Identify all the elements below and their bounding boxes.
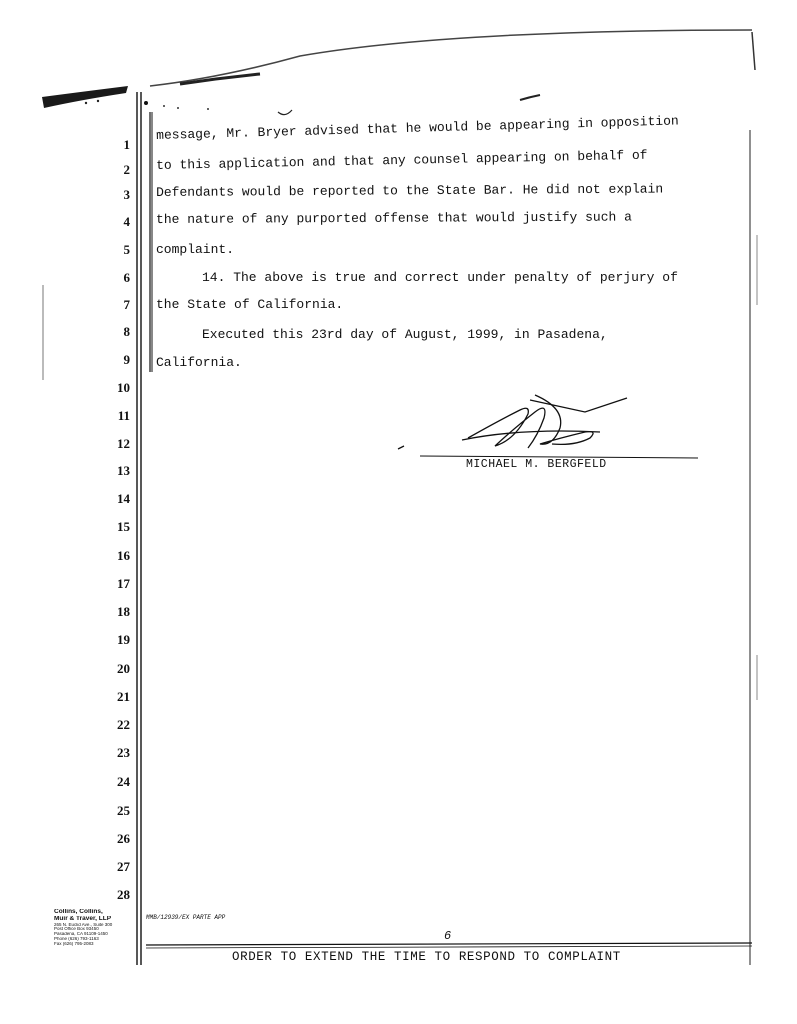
- line-number: 16: [117, 548, 130, 563]
- line-number: 27: [117, 859, 130, 874]
- line-number: 5: [123, 242, 130, 257]
- line-number: 23: [117, 745, 130, 760]
- line-number: 13: [117, 463, 130, 478]
- line-number: 15: [117, 519, 130, 534]
- body-line: the nature of any purported offense that would justify such a: [156, 209, 632, 227]
- body-line: 14. The above is true and correct under penalty of perjury of: [202, 270, 678, 285]
- page-number: 6: [444, 929, 452, 943]
- body-line: Executed this 23rd day of August, 1999, in Pasadena,: [202, 327, 608, 342]
- firm-name-line: Collins, Collins,: [54, 909, 103, 915]
- line-number: 22: [117, 717, 130, 732]
- line-number: 17: [117, 576, 130, 591]
- body-line: the State of California.: [156, 297, 344, 312]
- firm-detail-line: Post Office Box 93450: [54, 927, 99, 932]
- line-number: 1: [123, 137, 130, 152]
- body-line: complaint.: [156, 242, 235, 257]
- body-line: California.: [156, 355, 242, 370]
- line-number: 24: [117, 774, 130, 789]
- line-number: 7: [123, 297, 130, 312]
- body-line: to this application and that any counsel appearing on behalf of: [156, 147, 648, 173]
- line-number: 3: [123, 187, 130, 202]
- signatory-name: MICHAEL M. BERGFELD: [466, 458, 607, 471]
- line-number: 4: [123, 214, 130, 229]
- line-number: 25: [117, 803, 130, 818]
- line-number: 10: [117, 380, 130, 395]
- line-number: 19: [117, 632, 130, 647]
- line-number: 8: [123, 324, 130, 339]
- firm-detail-line: Fax (626) 795-2083: [54, 941, 94, 946]
- line-number: 6: [123, 270, 130, 285]
- line-number: 21: [117, 689, 130, 704]
- line-number: 2: [123, 162, 130, 177]
- line-number: 18: [117, 604, 130, 619]
- line-number: 20: [117, 661, 130, 676]
- line-number: 12: [117, 436, 130, 451]
- firm-detail-line: 265 N. Euclid Ave., Suite 300: [54, 922, 113, 927]
- body-line: message, Mr. Bryer advised that he would be appearing in opposition: [156, 113, 679, 143]
- line-number: 9: [123, 352, 130, 367]
- line-number: 11: [117, 408, 130, 423]
- line-number: 14: [117, 491, 130, 506]
- document-code: MMB/12939/EX PARTE APP: [146, 914, 226, 921]
- firm-detail-line: Phone (626) 793-1163: [54, 936, 99, 941]
- body-line: Defendants would be reported to the State Bar. He did not explain: [156, 181, 664, 200]
- firm-detail-line: Pasadena, CA 91109-1450: [54, 932, 108, 937]
- firm-name-line: Muir & Traver, LLP: [54, 915, 112, 922]
- line-number: 28: [117, 887, 130, 902]
- footer-title: ORDER TO EXTEND THE TIME TO RESPOND TO COMPLAINT: [232, 950, 621, 964]
- line-number: 26: [117, 831, 130, 846]
- firm-block: [54, 909, 138, 946]
